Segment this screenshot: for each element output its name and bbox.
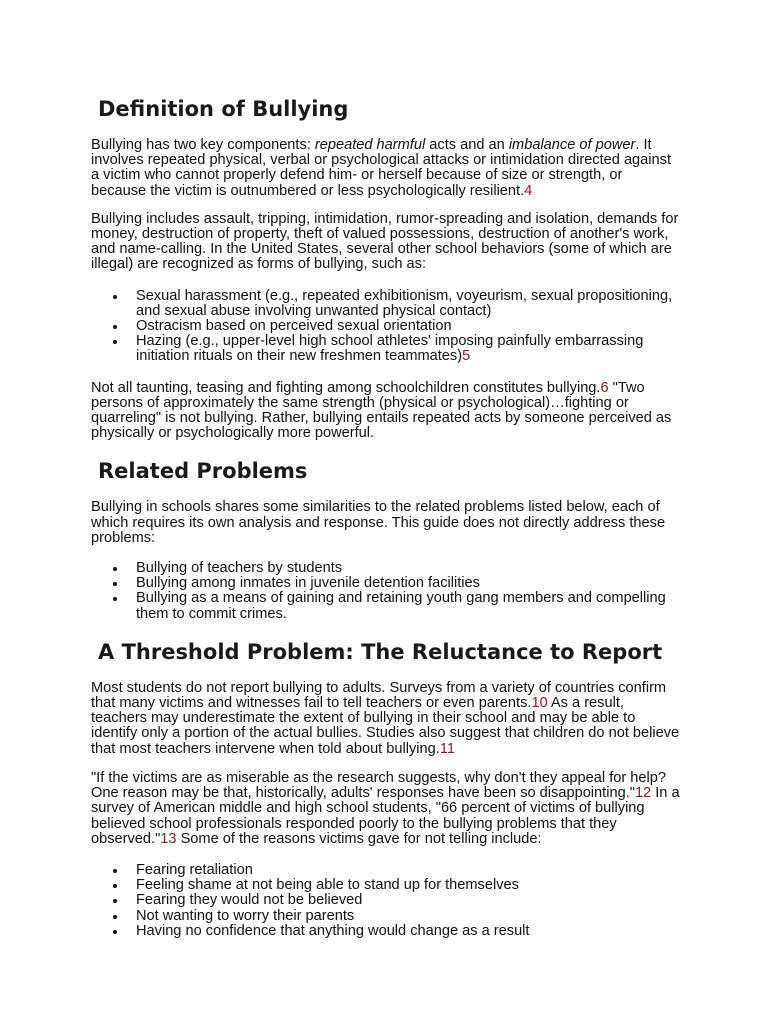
- footnote-ref-5[interactable]: 5: [462, 348, 471, 365]
- list-item: Sexual harassment (e.g., repeated exhibitionism, voyeurism, sexual propositioning, and sexual abuse involving unwanted physical contact): [136, 289, 681, 319]
- threshold-paragraph-2: [91, 771, 681, 847]
- text-run: Bullying has two key components:: [91, 137, 315, 153]
- reasons-list: [91, 863, 681, 939]
- document-content: [91, 96, 681, 939]
- section-heading-threshold: A Threshold Problem: The Reluctance to Report: [98, 639, 663, 664]
- list-item: [136, 334, 681, 364]
- list-item: Bullying among inmates in juvenile detention facilities: [136, 576, 681, 591]
- text-run: Not all taunting, teasing and fighting among schoolchildren constitutes bullying.: [91, 379, 601, 396]
- list-item: Fearing they would not be believed: [136, 893, 681, 908]
- section-heading-definition: Definition of Bullying: [98, 97, 349, 121]
- list-item: Not wanting to worry their parents: [136, 909, 681, 924]
- list-item: Bullying of teachers by students: [136, 561, 681, 576]
- threshold-paragraph-1: [91, 681, 681, 757]
- list-item: Feeling shame at not being able to stand up for themselves: [136, 878, 681, 893]
- text-run: Most students do not report bullying to adults. Surveys from a variety of countries confirm that many victims and witnesses fail to tell teachers or even parents.: [91, 679, 667, 712]
- footnote-ref-6[interactable]: 6: [600, 379, 609, 396]
- emphasis-text: imbalance of power: [508, 137, 636, 153]
- text-run: . It involves repeated physical, verbal or psychological attacks or intimidation directed against a victim who cannot properly defend him- or herself because of size or strength, or because the victim is outnumbered or less psychologically resilient.: [91, 137, 672, 199]
- footnote-ref-11[interactable]: 11: [439, 740, 455, 757]
- text-run: In a survey of American middle and high school students, "66 percent of victims of bullying believed school professionals responded poorly to the bullying problems that they observed.": [91, 785, 680, 847]
- related-paragraph: Bullying in schools shares some similarities to the related problems listed below, each of which requires its own analysis and response. This guide does not directly address these problems:: [91, 499, 666, 546]
- definition-paragraph-2: Bullying includes assault, tripping, intimidation, rumor-spreading and isolation, demands for money, destruction of property, theft of valued possessions, destruction of another's work, and name-calling. In the United States, several other school behaviors (some of which are illegal) are recognized as forms of bullying, such as:: [91, 210, 679, 273]
- list-item: Ostracism based on perceived sexual orientation: [136, 319, 681, 334]
- text-run: As a result, teachers may underestimate the extent of bullying in their school and may be able to identify only a portion of the actual bullies. Studies also suggest that children do not believe that most teachers intervene when told about bullying.: [91, 695, 680, 757]
- bullying-forms-list: [91, 289, 681, 365]
- definition-paragraph-3: [91, 381, 681, 442]
- emphasis-text: repeated harmful: [314, 137, 426, 153]
- text-run: "Two persons of approximately the same strength (physical or psychological)…fighting or quarreling" is not bullying. Rather, bullying entails repeated acts by someone perceived as physically or psychologically more powerful.: [91, 379, 672, 442]
- footnote-ref-13[interactable]: 13: [160, 830, 177, 847]
- text-run: acts and an: [425, 137, 509, 153]
- list-item-text: Hazing (e.g., upper-level high school athletes' imposing painfully embarrassing initiation rituals on their new freshmen teammates): [136, 333, 644, 365]
- footnote-ref-10[interactable]: 10: [531, 695, 548, 712]
- list-item: Having no confidence that anything would change as a result: [136, 924, 681, 939]
- section-heading-related: Related Problems: [98, 459, 308, 484]
- text-run: "If the victims are as miserable as the research suggests, why don't they appeal for help? One reason may be that, historically, adults' responses have been so disappointing.": [91, 769, 666, 802]
- related-problems-list: [91, 561, 681, 622]
- definition-paragraph-1: [91, 138, 681, 199]
- list-item: Bullying as a means of gaining and retaining youth gang members and compelling them to commit crimes.: [136, 591, 681, 621]
- list-item: Fearing retaliation: [136, 863, 681, 878]
- footnote-ref-12[interactable]: 12: [634, 785, 652, 802]
- text-run: Some of the reasons victims gave for not telling include:: [176, 830, 542, 847]
- footnote-ref-4[interactable]: 4: [524, 182, 533, 199]
